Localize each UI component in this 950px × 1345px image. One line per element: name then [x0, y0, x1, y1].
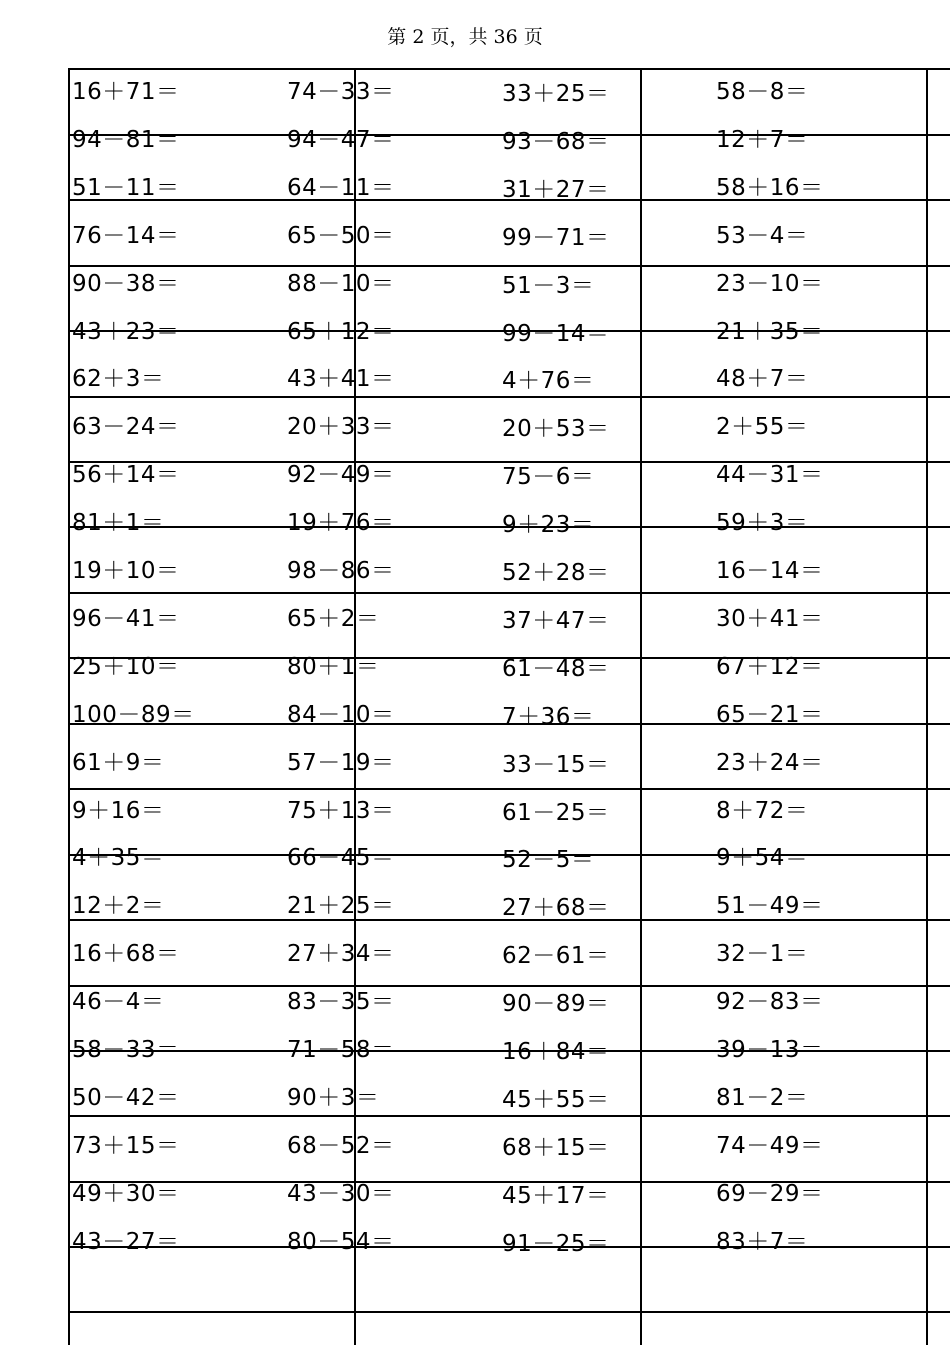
table-rule-vertical — [68, 68, 70, 1345]
math-problem: 91－25＝ — [502, 1231, 610, 1257]
math-problem: 63－24＝ — [72, 414, 180, 440]
math-problem: 99－14＝ — [502, 321, 610, 347]
math-problem: 67＋12＝ — [716, 654, 824, 680]
math-problem: 19＋76＝ — [287, 510, 395, 536]
math-problem: 20＋53＝ — [502, 416, 610, 442]
math-problem: 33＋25＝ — [502, 81, 610, 107]
math-problem: 31＋27＝ — [502, 177, 610, 203]
table-rule-horizontal — [68, 396, 950, 398]
math-problem: 23－10＝ — [716, 271, 824, 297]
math-problem: 65－21＝ — [716, 702, 824, 728]
math-problem: 16＋71＝ — [72, 79, 180, 105]
math-problem: 50－42＝ — [72, 1085, 180, 1111]
math-problem: 52＋28＝ — [502, 560, 610, 586]
math-problem: 61－25＝ — [502, 800, 610, 826]
math-problem: 25＋10＝ — [72, 654, 180, 680]
math-problem: 61＋9＝ — [72, 750, 165, 776]
math-problem: 57－19＝ — [287, 750, 395, 776]
math-problem: 27＋68＝ — [502, 895, 610, 921]
math-problem: 21＋35＝ — [716, 319, 824, 345]
math-problem: 94－47＝ — [287, 127, 395, 153]
math-problem: 88－10＝ — [287, 271, 395, 297]
math-problem: 56＋14＝ — [72, 462, 180, 488]
math-problem: 45＋55＝ — [502, 1087, 610, 1113]
math-problem: 61－48＝ — [502, 656, 610, 682]
math-problem: 62－61＝ — [502, 943, 610, 969]
math-problem: 32－1＝ — [716, 941, 809, 967]
math-problem: 52－5＝ — [502, 847, 595, 873]
math-problem: 81－2＝ — [716, 1085, 809, 1111]
math-problem: 98－86＝ — [287, 558, 395, 584]
math-problem: 16＋84＝ — [502, 1039, 610, 1065]
math-problem: 16－14＝ — [716, 558, 824, 584]
math-problem: 19＋10＝ — [72, 558, 180, 584]
page-number-header: 第 2 页，共 36 页 — [387, 26, 543, 48]
math-problem: 59＋3＝ — [716, 510, 809, 536]
math-problem: 45＋17＝ — [502, 1183, 610, 1209]
math-problem: 51－3＝ — [502, 273, 595, 299]
math-problem: 76－14＝ — [72, 223, 180, 249]
math-problem: 99－71＝ — [502, 225, 610, 251]
math-problem: 7＋36＝ — [502, 704, 595, 730]
math-problem: 23＋24＝ — [716, 750, 824, 776]
table-rule-vertical — [926, 68, 928, 1345]
math-problem: 37＋47＝ — [502, 608, 610, 634]
math-problem: 74－33＝ — [287, 79, 395, 105]
table-rule-vertical — [640, 68, 642, 1345]
math-problem: 58＋16＝ — [716, 175, 824, 201]
math-problem: 58－33＝ — [72, 1037, 180, 1063]
math-problem: 75－6＝ — [502, 464, 595, 490]
math-problem: 51－49＝ — [716, 893, 824, 919]
math-problem: 62＋3＝ — [72, 366, 165, 392]
math-problem: 4＋76＝ — [502, 368, 595, 394]
math-problem: 53－4＝ — [716, 223, 809, 249]
math-problem: 92－83＝ — [716, 989, 824, 1015]
math-problem: 80－54＝ — [287, 1229, 395, 1255]
math-problem: 64－11＝ — [287, 175, 395, 201]
math-problem: 83－35＝ — [287, 989, 395, 1015]
math-problem: 51－11＝ — [72, 175, 180, 201]
table-rule-horizontal — [68, 788, 950, 790]
math-problem: 65－50＝ — [287, 223, 395, 249]
math-problem: 43＋23＝ — [72, 319, 180, 345]
math-problem: 83＋7＝ — [716, 1229, 809, 1255]
table-rule-horizontal — [68, 985, 950, 987]
math-problem: 75＋13＝ — [287, 798, 395, 824]
math-problem: 9＋16＝ — [72, 798, 165, 824]
math-problem: 90－38＝ — [72, 271, 180, 297]
math-problem: 71－58＝ — [287, 1037, 395, 1063]
math-problem: 43－30＝ — [287, 1181, 395, 1207]
math-problem: 93－68＝ — [502, 129, 610, 155]
math-problem: 90＋3＝ — [287, 1085, 380, 1111]
table-rule-horizontal — [68, 68, 950, 70]
math-problem: 66－45＝ — [287, 845, 395, 871]
table-rule-horizontal — [68, 592, 950, 594]
math-problem: 100－89＝ — [72, 702, 195, 728]
math-problem: 69－29＝ — [716, 1181, 824, 1207]
math-problem: 39－13＝ — [716, 1037, 824, 1063]
math-problem: 68－52＝ — [287, 1133, 395, 1159]
math-problem: 20＋33＝ — [287, 414, 395, 440]
math-problem: 46－4＝ — [72, 989, 165, 1015]
math-problem: 16＋68＝ — [72, 941, 180, 967]
table-rule-horizontal — [68, 265, 950, 267]
math-problem: 73＋15＝ — [72, 1133, 180, 1159]
math-problem: 84－10＝ — [287, 702, 395, 728]
math-problem: 12＋7＝ — [716, 127, 809, 153]
math-problem: 9＋23＝ — [502, 512, 595, 538]
math-problem: 8＋72＝ — [716, 798, 809, 824]
math-problem: 48＋7＝ — [716, 366, 809, 392]
math-problem: 94－81＝ — [72, 127, 180, 153]
math-problem: 81＋1＝ — [72, 510, 165, 536]
math-problem: 43－27＝ — [72, 1229, 180, 1255]
math-problem: 43＋41＝ — [287, 366, 395, 392]
math-problem: 68＋15＝ — [502, 1135, 610, 1161]
math-problem: 30＋41＝ — [716, 606, 824, 632]
math-problem: 90－89＝ — [502, 991, 610, 1017]
math-problem: 65＋2＝ — [287, 606, 380, 632]
math-problem: 33－15＝ — [502, 752, 610, 778]
math-problem: 49＋30＝ — [72, 1181, 180, 1207]
math-problem: 21＋25＝ — [287, 893, 395, 919]
table-rule-horizontal — [68, 1311, 950, 1313]
math-problem: 74－49＝ — [716, 1133, 824, 1159]
math-problem: 80＋1＝ — [287, 654, 380, 680]
math-problem: 58－8＝ — [716, 79, 809, 105]
math-problem: 27＋34＝ — [287, 941, 395, 967]
math-problem: 92－49＝ — [287, 462, 395, 488]
math-problem: 4＋35＝ — [72, 845, 165, 871]
math-problem: 9＋54＝ — [716, 845, 809, 871]
math-problem: 96－41＝ — [72, 606, 180, 632]
table-rule-horizontal — [68, 1115, 950, 1117]
math-problem: 12＋2＝ — [72, 893, 165, 919]
math-problem: 2＋55＝ — [716, 414, 809, 440]
math-problem: 65＋12＝ — [287, 319, 395, 345]
math-problem: 44－31＝ — [716, 462, 824, 488]
